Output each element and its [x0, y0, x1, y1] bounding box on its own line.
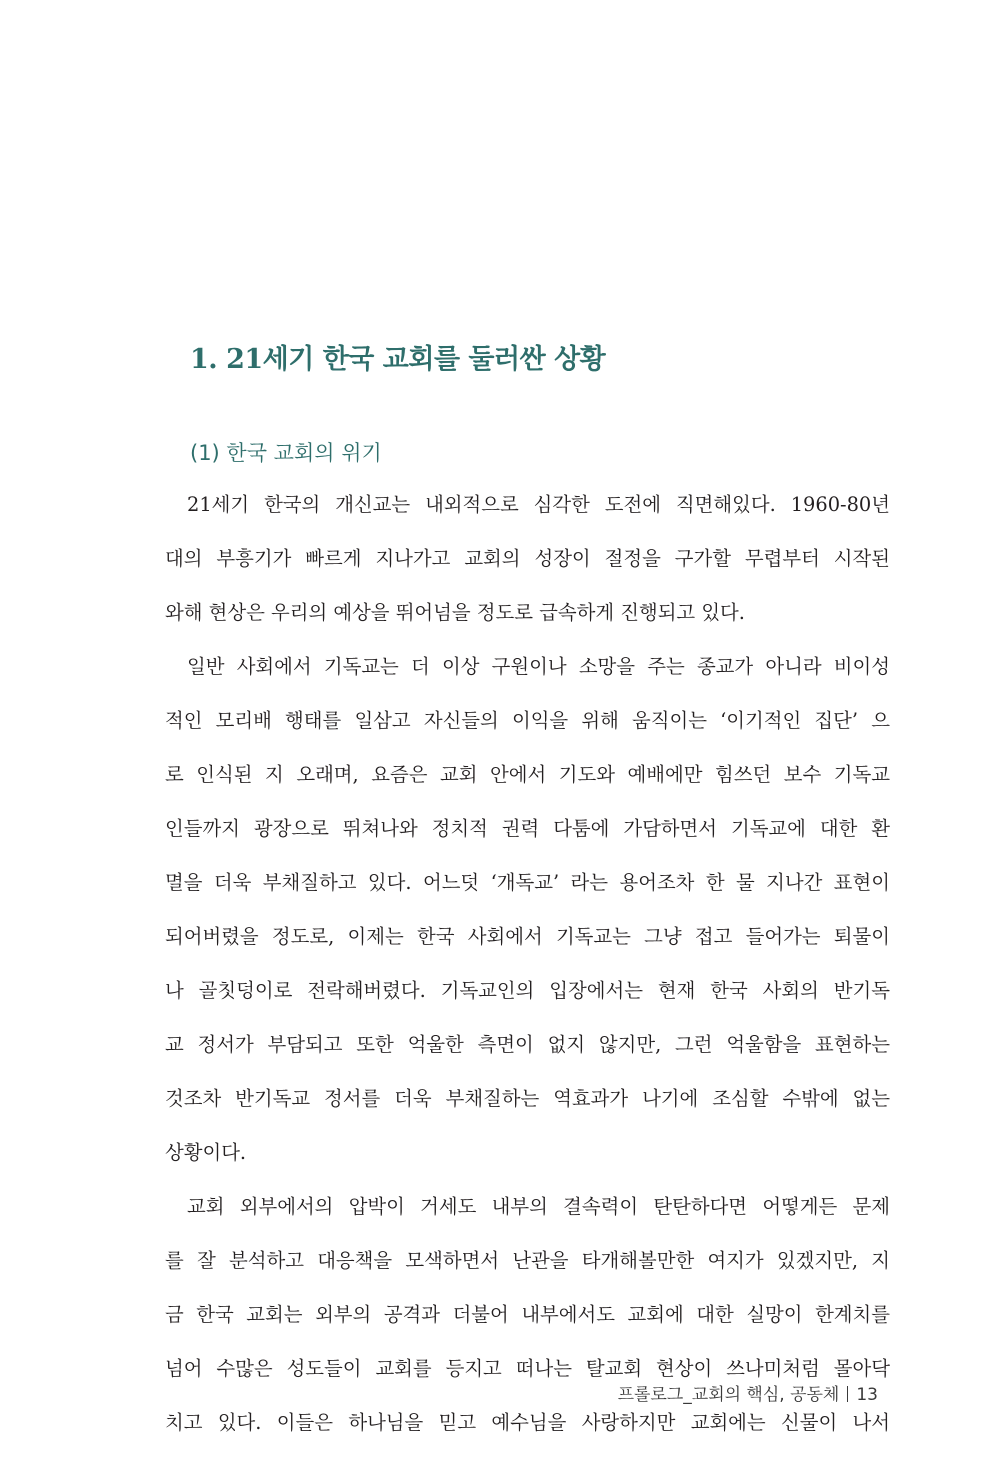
paragraph-2-line-4: 인들까지 광장으로 뛰쳐나와 정치적 권력 다툼에 가담하면서 기독교에 대한 환 [165, 817, 890, 840]
running-title: 프롤로그_교회의 핵심, 공동체 [617, 1385, 840, 1405]
section-title: 1. 21세기 한국 교회를 둘러싼 상황 [190, 344, 606, 375]
paragraph-2-line-2: 적인 모리배 행태를 일삼고 자신들의 이익을 위해 움직이는 ‘이기적인 집단’ 으 [165, 709, 890, 732]
page-number: 13 [856, 1385, 878, 1405]
paragraph-3-line-2: 를 잘 분석하고 대응책을 모색하면서 난관을 타개해볼만한 여지가 있겠지만, 지 [165, 1249, 890, 1272]
paragraph-2-line-10: 상황이다. [165, 1141, 247, 1164]
paragraph-2-line-5: 멸을 더욱 부채질하고 있다. 어느덧 ‘개독교’ 라는 용어조차 한 물 지나간 표현이 [165, 871, 890, 894]
paragraph-2-line-6: 되어버렸을 정도로, 이제는 한국 사회에서 기독교는 그냥 접고 들어가는 퇴물이 [165, 925, 890, 948]
paragraph-1-line-3: 와해 현상은 우리의 예상을 뛰어넘을 정도로 급속하게 진행되고 있다. [165, 601, 745, 624]
paragraph-2-line-8: 교 정서가 부담되고 또한 억울한 측면이 없지 않지만, 그런 억울함을 표현하는 [165, 1033, 890, 1056]
paragraph-2-line-9: 것조차 반기독교 정서를 더욱 부채질하는 역효과가 나기에 조심할 수밖에 없는 [165, 1087, 890, 1110]
paragraph-1-line-1: 21세기 한국의 개신교는 내외적으로 심각한 도전에 직면해있다. 1960-80년 [187, 493, 890, 516]
paragraph-3-line-4: 넘어 수많은 성도들이 교회를 등지고 떠나는 탈교회 현상이 쓰나미처럼 몰아닥 [165, 1357, 890, 1380]
paragraph-2-line-1: 일반 사회에서 기독교는 더 이상 구원이나 소망을 주는 종교가 아니라 비이성 [187, 655, 890, 678]
body-text [165, 478, 890, 1450]
paragraph-3-line-5: 치고 있다. 이들은 하나님을 믿고 예수님을 사랑하지만 교회에는 신물이 나서 [165, 1411, 890, 1434]
page-footer [618, 1380, 878, 1405]
paragraph-3-line-3: 금 한국 교회는 외부의 공격과 더불어 내부에서도 교회에 대한 실망이 한계치를 [165, 1303, 890, 1326]
subsection-title: (1) 한국 교회의 위기 [190, 441, 382, 465]
paragraph-2-line-3: 로 인식된 지 오래며, 요즘은 교회 안에서 기도와 예배에만 힘쓰던 보수 기독교 [165, 763, 890, 786]
paragraph-2-line-7: 나 골칫덩이로 전락해버렸다. 기독교인의 입장에서는 현재 한국 사회의 반기독 [165, 979, 890, 1002]
paragraph-1-line-2: 대의 부흥기가 빠르게 지나가고 교회의 성장이 절정을 구가할 무렵부터 시작된 [165, 547, 890, 570]
paragraph-3-line-1: 교회 외부에서의 압박이 거세도 내부의 결속력이 탄탄하다면 어떻게든 문제 [187, 1195, 890, 1218]
footer-divider [847, 1386, 848, 1402]
